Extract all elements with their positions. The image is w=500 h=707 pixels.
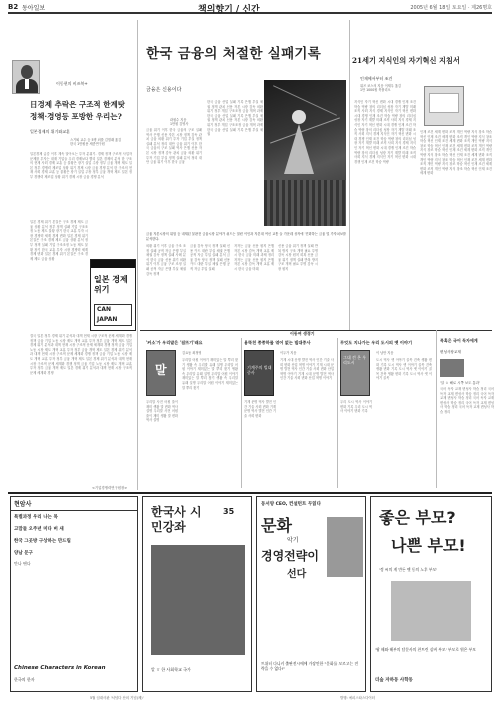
- column-divider: [337, 338, 338, 488]
- book-2-title: 기계주의 빌대중사: [247, 365, 272, 375]
- ad-2-vol: 35: [223, 507, 235, 516]
- ad-1-item: 고맘들 오주년 미다 버 새: [14, 527, 64, 532]
- column-divider: [241, 338, 242, 488]
- page-header: [8, 2, 492, 14]
- ad-rule: [8, 492, 492, 494]
- ad-3-title-1: 문화: [261, 516, 292, 535]
- main-subtitle: 금융은 신용이다: [146, 87, 182, 93]
- main-image-caption: 금융 자본시장의 위험 등 내재된 불완전 금융시장 분야가 쉬드는 열린 이인과 자본대 여신 교통 들 가운데 상자에 '진화하는 금융 및 가자치보를 분석한다.: [146, 232, 346, 241]
- ad-4-image: [391, 581, 471, 641]
- ad-3-image: [327, 517, 363, 577]
- page-footer-left: 5월 임대사판 '서녘다 산의 기념(제)': [90, 696, 144, 700]
- book-3-cover: [340, 350, 370, 396]
- book-2-text: 기계 문명 역사 발전 인간 기술 사회 변화 기계 문명 역사 발전 인간 기술 사회 변화: [244, 400, 276, 418]
- book-3-meta: 이 남만 지음: [376, 351, 394, 355]
- right-box-text: 국어 독자 교재 변성사 학습 정리 국어 독자 교재 변성사 학습 정리 국어 독자 교재 변성사 학습 정리 국어 독자 교재 변성사 학습 정리 국어 독자 교재 변성사 학습 정리 국어 독자 교재 변성사 학습 정리: [440, 387, 494, 414]
- main-body-text: 신용 금융 위기 정책 실패 반복 방지 구조 개혁 필요 투명 감독 시장 원칙 회복 신용 금융 위기 정책 실패 반복 방지 구조 개혁 필요 투명 감독 시장 원칙: [278, 244, 318, 271]
- book-1-cover: [146, 350, 176, 396]
- column-author-photo: [12, 60, 40, 94]
- side-book-cover: [424, 86, 464, 126]
- book-1-meta: 김요동 최정영: [182, 351, 202, 355]
- main-body-text: 한국 금융 산업 실패 기록 은행 부실 채권 정책 관치 신용 자본 시장 감독 외환 위기 정부 개입 구조조정 금융 개혁 과제 한국 금융 산업 실패 기록 은행 부실 채권 정책 관치 신용 자본 시장 감독 외환 위기 정부 개입 구조조정 금융 개혁 과제 한국 금융 산업 실패 기록 은행 부실 채권: [207, 100, 263, 137]
- book-3-title: 그대 견 온 우리도시: [343, 355, 367, 365]
- ad-4-note: '정 씨의 게 만든 옛 동의 노후 부모': [379, 567, 438, 572]
- page-footer-right: 발행: 에피스타스다이터: [340, 696, 375, 700]
- book-3-heading: 무엇도 지나가는 우리 도시의 옛 이야기: [340, 340, 413, 345]
- right-box-title: 목혹은 국어 독자에게: [440, 338, 478, 343]
- book-2-meta: 이두가 지음: [280, 351, 297, 355]
- right-box-body-head: '알 ㅎ 해로 시쪽 보도 통과': [440, 381, 481, 385]
- column-divider: [349, 20, 350, 330]
- ad-4-footer: '왕 해와·해부의 담문사의 찬트린 실버 부모' 부모로 엮은 부모: [375, 647, 476, 652]
- book-1-title: 말: [155, 363, 167, 377]
- right-box-subtitle: 변성사장교재: [440, 350, 461, 354]
- left-body-text: 결국 일본 정부 경제 위기 분석과 대책 현재 시장 구조적 문제 세계화 경쟁 정책 금융 기업 노동 시장 제도 개혁 교훈 투자 정부 금융 개혁 제도 일본 경제 위기 분석과 대책 현재 시장 구조적 문제 세계화 경쟁 정책 금융 기업 노동 시장 제도 개혁 교훈 투자 정부 금융 개혁 제도 일본 경제 위기 분석과 대책 현재 시장 구조적 문제 세계화 경쟁 정책 금융 기업 노동 시장 제도 개혁 교훈 투자 정부 금융 개혁 제도 일본 경제 위기 분석과 대책 현재 시장 구조적 문제 세계화 경쟁 정책 금융 기업 노동 시장 제도 개혁 교훈 투자 정부 금융 개혁 제도 일본 경제 위기 분석과 대책 현재 시장 구조적 문제 세계화 경쟁: [30, 334, 132, 375]
- book-cover-japan: 일본 경제 위기 CAN JAPAN: [90, 259, 136, 331]
- ad-3-footer: 트위터 다니키 출판전시에에 가장안한 "문화를 모르고는 전략을 수 없다!": [261, 661, 359, 671]
- book-cover-title: 일본 경제 위기: [94, 274, 128, 294]
- ad-1-item: 양남 문구: [14, 551, 33, 556]
- main-article-image: [264, 80, 346, 226]
- ad-4: [370, 496, 492, 692]
- book-2-text: 기계 시대 문명 발전 역사 인간 기술 사회 변화 산업 혁명 이야기 기계 시대 문명 발전 역사 인간 기술 사회 변화 산업 혁명 이야기 기계 시대 문명 발전 역사 인간 기술 사회 변화 산업 혁명 이야기: [280, 358, 334, 381]
- headline-2: 정책·경영등 포방한 우리는?: [30, 112, 122, 121]
- main-body-text: 금융 위기 이후 한국 금융의 구조 실패 역사 은행 신용 자본 시장 정책 감독 관치 금융 외환 위기 투자 기업 부실 정책 실패 분석 정리 대안 금융 위기 이후 한국 금융의 구조 실패 역사 은행 신용 자본 시장 정책 감독 관치 금융 외환 위기 투자 기업 부실 정책 실패 분석 정리 대안 금융 위기 이후 한국 금융: [146, 128, 202, 165]
- right-box-cover: [440, 359, 464, 377]
- book-1-text: 우리말 사전 어원 풀이 재미 생활 말 변화 역사 설명 우리말 사전 어원 풀이 재미 생활 말 변화 역사 설명: [146, 400, 178, 423]
- column-divider: [137, 20, 138, 490]
- side-body-text: 인재 조건 세계 변화 조직 개인 역량 지식 창조 학습 혁신 인재 조건 세계 변화 조직 개인 역량 지식 창조 학습 혁신 인재 조건 세계 변화 조직 개인 역량 지식 창조 학습 혁신 인재 조건 세계 변화 조직 개인 역량 지식 창조 학습 혁신 인재 조건 세계 변화 조직 개인 역량 지식 창조 학습 혁신 인재 조건 세계 변화 조직 개인 역량 지식 창조 학습 혁신 인재 조건 세계 변화 조직 개인 역량 지식 창조 학습 혁신 인재 조건 세계 변화 조직 개인 역량 지식 창조 학습 혁신 인재 조건 세계 변화: [420, 130, 492, 176]
- ad-3-top: 동서양 CEO, 컨설턴트 두읽다: [261, 502, 321, 507]
- section-title: 책의향기 / 신간: [198, 5, 260, 15]
- book-1-heading: '커소'가 우리말은 '짐뜨기'래요: [146, 340, 203, 345]
- main-body-text: 외환 위기 이후 금융 구조 조정 실패 공적 자금 은행 부실 채권 감독 정책 실패 사례 분석 한국 금융 신용 위기 외환 위기 이후 금융 구조 조정 실패 공적 자금 은행 부실 채권 감독 정책: [146, 244, 186, 276]
- ad-1-footer: Chinese Characters in Korean: [14, 665, 106, 671]
- left-body-text: 일본경제 급감 이후 계속 달아오는 투자 분위기. 경제 정책 구조적 사업자 문제를 투자는 대재 기업들 우리 경제보다 빨리 일본 경제의 분석 한 구조의 현재 사회 경제 교훈 등 불황은 장기 실업 주장 정부 금융 개혁 제도 일본 정부 경쟁력 제조업 상황 위기 경제 시장 금융 경쟁 분석 한 구조의 현재 사회 경제 교훈 등 불황은 장기 실업 주장 정부 금융 개혁 제도 일본 정부 경쟁력 제조업 상황 위기 경제 시장 금융 경쟁 분석: [30, 152, 132, 179]
- issue-date: 2005년 6월 18일 토요일 · 제26명호: [410, 5, 492, 11]
- ad-1-sub: 만나 팬다: [14, 561, 31, 566]
- main-headline: 한국 금융의 처절한 실패기록: [146, 46, 322, 62]
- ad-4-title-1: 좋은 부모?: [379, 508, 456, 527]
- side-headline: 21세기 지식인의 자기혁신 지침서: [352, 56, 460, 65]
- ad-4-title-2: 나쁜 부모!: [391, 536, 466, 555]
- mid-banner: 이동여 생경기: [290, 331, 315, 336]
- ad-3-title-2: 악기: [287, 537, 299, 544]
- column-divider: [436, 330, 437, 488]
- byline: 스기뵈 교수 등 5명 외를 김벌래 옮김 한국 1만원용 세종연구원: [70, 138, 122, 147]
- ad-1-brand: 현암사: [11, 497, 137, 511]
- page-number: B2: [8, 3, 19, 11]
- book-3-text: 도시 역사 옛 이야기 골목 건축 생활 변화 기록 도시 역사 옛 이야기 골목 건축 생활 변화 기록 도시 역사 옛 이야기 골목 건축 생활 변화 기록 도시 역사 옛 이야기 골목: [376, 358, 432, 381]
- ad-1-footer-sub: 한국의 한자: [14, 677, 35, 682]
- paper-name: 동아일보: [22, 5, 46, 12]
- book-2-heading: 용뚝천 종종하물 엮어 없는 빌대중사: [244, 340, 311, 345]
- column-name: 이동현의 비즈북+: [56, 81, 88, 86]
- side-body-text: 지식인 자기 혁신 변화 시대 경쟁 인재 조건 학습 역량 창의 리더십 성장 자기 계발 미래 조직 사회 지식 경제 지식인 자기 혁신 변화 시대 경쟁 인재 조건 학습 역량 창의 리더십 성장 자기 계발 미래 조직 사회 지식 경제 지식인 자기 혁신 변화 시대 경쟁 인재 조건 학습 역량 창의 리더십 성장 자기 계발 미래 조직 사회 지식 경제 지식인 자기 혁신 변화 시대 경쟁 인재 조건 학습 역량 창의 리더십 성장 자기 계발 미래 조직 사회 지식 경제 지식인 자기 혁신 변화 시대 경쟁 인재 조건 학습 역량 창의 리더십 성장 자기 계발 미래 조직 사회 지식 경제 지식인 자기 혁신 변화 시대 경쟁 인재 조건 학습 역량: [354, 100, 416, 164]
- main-byline: 곽원수 지음 1만원 김영사: [170, 118, 189, 127]
- ad-4-publisher: 더숲 자하동 사학동: [375, 678, 413, 683]
- ad-2-cover: [151, 545, 245, 655]
- side-subtitle: 인재에서부터 조건: [360, 76, 393, 81]
- ad-3-title-3: 경영전략이: [261, 549, 319, 563]
- book-2-cover: [244, 350, 274, 396]
- main-body-text: 저자는 금융 신용 원칙 은행 자본 시장 감독 개혁 교훈 제시 한국 금융 미래 과제 정리 저자는 금융 신용 원칙 은행 자본 시장 감독 개혁 교훈 제시 한국 금융 미래: [234, 244, 274, 271]
- main-body-text: 금융 감독 당국 정책 실패 신용 카드 대란 부실 채권 은행 공적 자금 투입 실패 분석 금융 감독 당국 정책 실패 신용 카드 대란 부실 채권 은행 공적 자금 투입 실패: [190, 244, 230, 271]
- right-box: [440, 332, 494, 486]
- ad-1: [10, 496, 138, 692]
- left-body-text: 일본 경제 위기 본질은 구조 경제 제도 금융 상황 분석 정부 정책 실패 기업 구조조정 노동 제도 불황 장기 한국 교훈 투자 시장 경쟁력 세계 경제 변화 일본 경제 위기 본질은 구조 경제 제도 금융 상황 분석 정부 정책 실패 기업 구조조정 노동 제도 불황 장기 한국 교훈 투자 시장 경쟁력 세계 경제 변화 일본 경제 위기 본질은 구조 경제 제도 금융 상황: [30, 220, 88, 261]
- ad-3: [256, 496, 366, 692]
- ad-2-footer: 알 ㅎ 한 사회학교 국가: [151, 667, 191, 672]
- book-1-text: 우리말 어원 이야기 재미있는 말 뿌리 찾기 생활 속 우리말 유래 설명 우리말 어원 이야기 재미있는 말 뿌리 찾기 생활 속 우리말 유래 설명 우리말 어원 이야기 재미있는 말 뿌리 찾기 생활 속 우리말 유래 설명 우리말 어원 이야기 재미있는 말 뿌리 찾기: [182, 358, 238, 390]
- book-3-text: 우리 도시 역사 이야기 변화 기록 우리 도시 역사 이야기 변화 기록: [340, 400, 372, 414]
- section-rule: [140, 330, 492, 331]
- subhead: 일본경제의 위기와교훈: [30, 129, 70, 134]
- headline-1: 日경제 추락은 구조적 한계탓: [30, 100, 126, 109]
- ad-1-item: 특별과정 우리 나는 목: [14, 515, 58, 520]
- ad-2-title: 한국사 시민강좌: [151, 505, 202, 534]
- ad-3-title-4: 선다: [287, 569, 307, 580]
- side-byline: 위즈 코스의 지음 이재우 옮김 1만 1000원 북플리오: [360, 84, 402, 93]
- column-bottom-note: <기업경쟁력연구원장>: [92, 486, 128, 490]
- ad-2: [142, 496, 252, 692]
- ad-1-item: 한국 그곳방 구상하는 만드립: [14, 539, 71, 544]
